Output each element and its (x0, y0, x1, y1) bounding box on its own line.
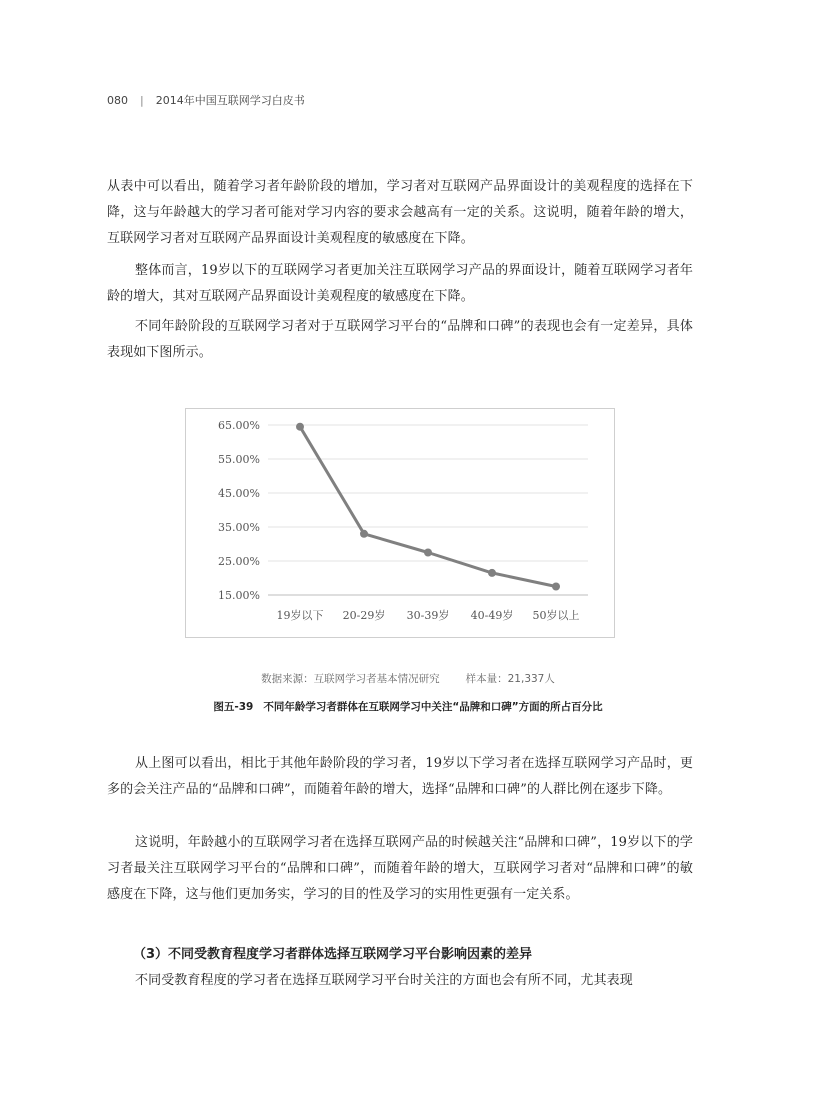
running-header (107, 92, 305, 108)
y-tick-label: 15.00% (218, 589, 260, 602)
paragraph-4: 从上图可以看出，相比于其他年龄阶段的学习者，19岁以下学习者在选择互联网学习产品时，更多的会关注产品的“品牌和口碑”，而随着年龄的增大，选择“品牌和口碑”的人群比例在逐步下降。 (107, 756, 693, 797)
section-subheading: （3）不同受教育程度学习者群体选择互联网学习平台影响因素的差异 (133, 947, 533, 962)
data-point (488, 569, 496, 577)
header-separator: | (140, 94, 144, 107)
y-tick-label: 65.00% (218, 419, 260, 432)
x-tick-label: 19岁以下 (276, 609, 324, 622)
y-tick-label: 35.00% (218, 521, 260, 534)
x-tick-label: 20-29岁 (342, 609, 386, 622)
y-tick-label: 25.00% (218, 555, 260, 568)
x-tick-label: 50岁以上 (532, 609, 580, 622)
paragraph-2: 整体而言，19岁以下的互联网学习者更加关注互联网学习产品的界面设计，随着互联网学习者年龄的增大，其对互联网产品界面设计美观程度的敏感度在下降。 (107, 263, 693, 304)
y-tick-label: 55.00% (218, 453, 260, 466)
x-tick-label: 30-39岁 (406, 609, 450, 622)
data-point (552, 583, 560, 591)
paragraph-5: 这说明，年龄越小的互联网学习者在选择互联网产品的时候越关注“品牌和口碑”，19岁以下的学习者最关注互联网学习平台的“品牌和口碑”，而随着年龄的增大，互联网学习者对“品牌和口碑”的敏感度在下降，这与他们更加务实，学习的目的性及学习的实用性更强有一定关系。 (107, 835, 693, 902)
line-chart-svg (186, 409, 614, 637)
y-tick-label: 45.00% (218, 487, 260, 500)
series-line (300, 427, 556, 587)
data-source-label: 数据来源：互联网学习者基本情况研究 (261, 673, 440, 685)
data-point (424, 549, 432, 557)
figure-caption (0, 699, 816, 714)
line-chart (185, 408, 615, 638)
sample-size: 样本量：21,337人 (465, 673, 555, 685)
book-title: 2014年中国互联网学习白皮书 (155, 94, 305, 107)
figure-caption-text: 不同年龄学习者群体在互联网学习中关注“品牌和口碑”方面的所占百分比 (263, 701, 603, 713)
paragraph-1: 从表中可以看出，随着学习者年龄阶段的增加，学习者对互联网产品界面设计的美观程度的选择在下降，这与年龄越大的学习者可能对学习内容的要求会越高有一定的关系。这说明，随着年龄的增大，互联网学习者对互联网产品界面设计美观程度的敏感度在下降。 (107, 179, 693, 246)
paragraph-3: 不同年龄阶段的互联网学习者对于互联网学习平台的“品牌和口碑”的表现也会有一定差异，具体表现如下图所示。 (107, 319, 693, 360)
figure-number: 图五-39 (213, 701, 254, 713)
x-tick-label: 40-49岁 (470, 609, 514, 622)
data-point (296, 423, 304, 431)
data-source-note (0, 671, 816, 686)
data-point (360, 530, 368, 538)
paragraph-6: 不同受教育程度的学习者在选择互联网学习平台时关注的方面也会有所不同，尤其表现 (135, 973, 633, 988)
page-number: 080 (107, 94, 128, 107)
